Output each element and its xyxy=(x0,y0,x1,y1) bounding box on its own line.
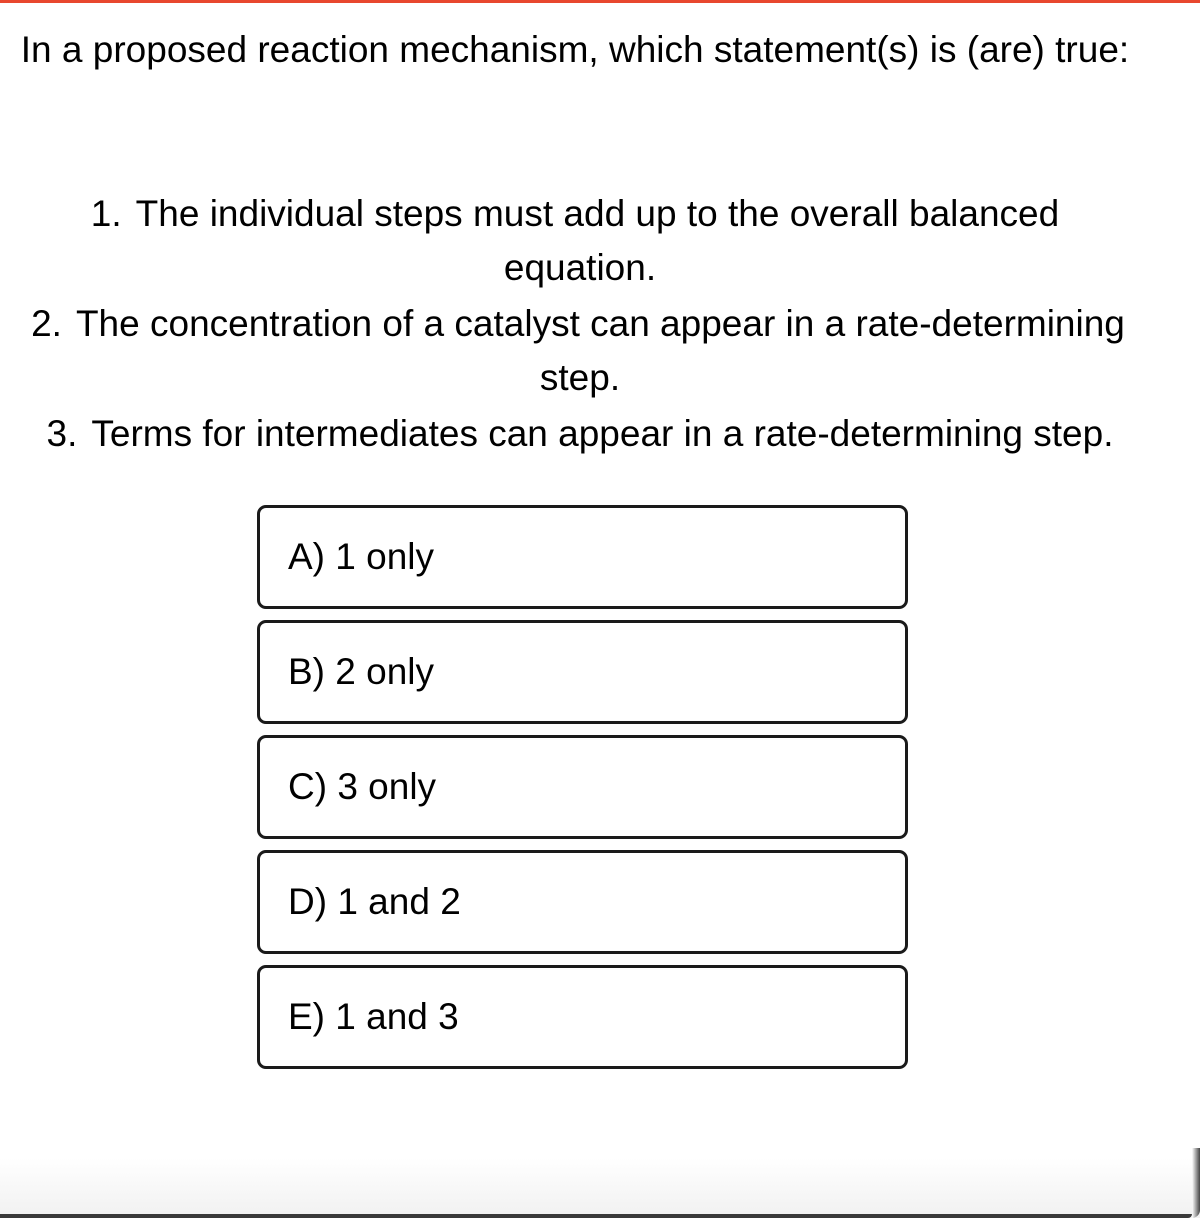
option-d-button[interactable] xyxy=(257,850,908,954)
option-b-button[interactable] xyxy=(257,620,908,724)
statement-1-line-2: equation. xyxy=(503,247,657,288)
bottom-edge xyxy=(0,1214,1192,1218)
option-e-button[interactable] xyxy=(257,965,908,1069)
option-c-label: C) 3 only xyxy=(288,766,437,807)
statement-2-number: 2. xyxy=(31,303,62,344)
right-corner-edge xyxy=(1192,1148,1200,1218)
statement-3-line-1 xyxy=(0,406,1160,461)
option-c-button[interactable] xyxy=(257,735,908,839)
option-a-button[interactable] xyxy=(257,505,908,609)
statement-1-number: 1. xyxy=(90,193,122,234)
top-accent-rule xyxy=(0,0,1200,3)
statement-2-line-2: step. xyxy=(539,357,621,398)
statement-2-text: The concentration of a catalyst can appear in a rate-determining xyxy=(75,303,1125,344)
question-text: In a proposed reaction mechanism, which statement(s) is (are) true: xyxy=(20,29,1130,70)
option-d-label: D) 1 and 2 xyxy=(288,881,461,922)
statement-3-number: 3. xyxy=(46,413,78,454)
statement-3-text: Terms for intermediates can appear in a rate-determining step. xyxy=(91,413,1114,454)
option-e-label: E) 1 and 3 xyxy=(288,996,459,1037)
statement-2-line-1 xyxy=(0,296,1158,351)
bottom-shadow xyxy=(0,1158,1200,1218)
option-a-label: A) 1 only xyxy=(288,536,435,577)
answer-options xyxy=(257,505,908,1080)
option-b-label: B) 2 only xyxy=(288,651,435,692)
statement-1-text: The individual steps must add up to the overall balanced xyxy=(135,193,1060,234)
statement-1-line-1 xyxy=(0,186,1150,241)
